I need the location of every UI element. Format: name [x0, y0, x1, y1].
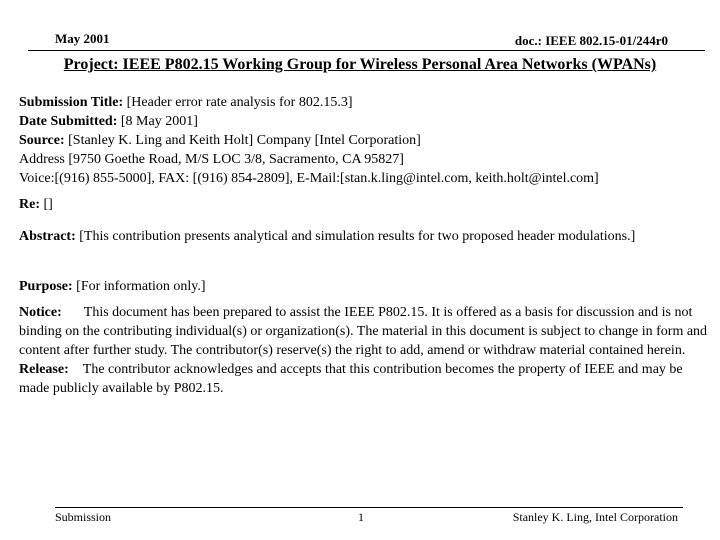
footer-right: Stanley K. Ling, Intel Corporation	[512, 510, 678, 524]
address-line: Address [9750 Goethe Road, M/S LOC 3/8, Sacramento, CA 95827]	[19, 152, 404, 167]
header-date: May 2001	[55, 31, 110, 46]
source-label: Source:	[19, 133, 65, 148]
re-block	[19, 195, 714, 214]
date-submitted-label: Date Submitted:	[19, 114, 118, 129]
re-value: []	[43, 197, 53, 212]
date-submitted-value: [8 May 2001]	[120, 114, 198, 129]
source-line	[19, 131, 714, 150]
project-title: Project: IEEE P802.15 Working Group for Wireless Personal Area Networks (WPANs)	[63, 56, 657, 73]
submission-title-line	[19, 93, 714, 112]
release-label: Release:	[19, 362, 69, 377]
re-label: Re:	[19, 197, 40, 212]
notice-label: Notice:	[19, 305, 62, 320]
contact-line: Voice:[(916) 855-5000], FAX: [(916) 854-2809], E-Mail:[stan.k.ling@intel.com, keith.holt@intel.com]	[19, 171, 599, 186]
notice-value: This document has been prepared to assist the IEEE P802.15. It is offered as a basis for discussion and is not binding on the contributing individual(s) or organization(s). The material in this document is subject to change in form and content after further study. The contributor(s) reserve(s) the right to add, amend or withdraw material contained herein.	[19, 305, 708, 358]
footer-rule	[55, 507, 683, 508]
footer-left: Submission	[55, 510, 112, 524]
submission-block	[19, 93, 714, 188]
footer-page-number: 1	[358, 510, 364, 524]
purpose-label: Purpose:	[19, 279, 73, 294]
submission-title-label: Submission Title:	[19, 95, 124, 110]
abstract-value: [This contribution presents analytical and simulation results for two proposed header modulations.]	[79, 229, 636, 244]
notice-release-block	[19, 303, 714, 398]
abstract-block	[19, 227, 639, 246]
submission-title-value: [Header error rate analysis for 802.15.3]	[126, 95, 353, 110]
purpose-block	[19, 277, 714, 296]
header-rule	[28, 50, 705, 51]
notice-paragraph	[19, 303, 714, 360]
abstract-label: Abstract:	[19, 229, 76, 244]
release-value: The contributor acknowledges and accepts that this contribution becomes the property of IEEE and may be made publicly available by P802.15.	[19, 362, 683, 396]
source-value: [Stanley K. Ling and Keith Holt] Company [Intel Corporation]	[68, 133, 421, 148]
date-submitted-line	[19, 112, 714, 131]
release-paragraph	[19, 360, 714, 398]
purpose-value: [For information only.]	[76, 279, 206, 294]
header-doc-id: doc.: IEEE 802.15-01/244r0	[514, 33, 668, 48]
